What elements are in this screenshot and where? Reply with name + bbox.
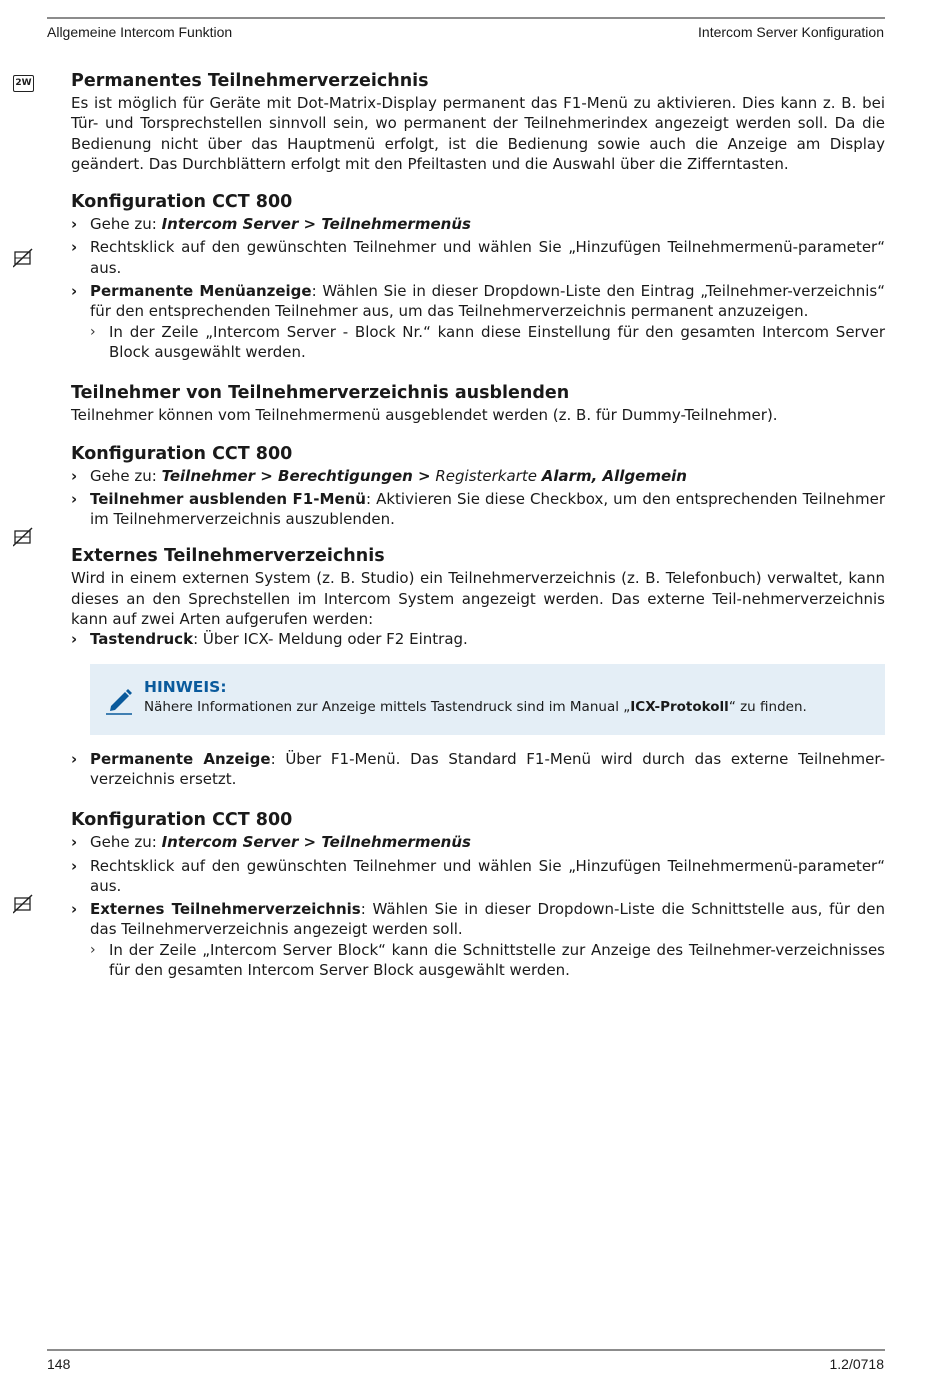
step-list	[71, 214, 885, 362]
chevron-right-icon: ›	[71, 900, 78, 919]
header-section: Intercom Server Konfiguration	[698, 24, 884, 40]
sub-list-item: › In der Zeile „Intercom Server Block“ kann die Schnittstelle zur Anzeige des Teilnehmer-verzeichnisses für den gesamten Intercom Server Block ausgewählt werden.	[90, 940, 885, 980]
pencil-icon	[104, 684, 134, 716]
chevron-right-icon: ›	[71, 630, 78, 649]
list-item: › Rechtsklick auf den gewünschten Teilnehmer und wählen Sie „Hinzufügen Teilnehmermenü-parameter“ aus.	[71, 856, 885, 895]
list-item: › Gehe zu: Intercom Server > Teilnehmermenüs	[71, 833, 471, 852]
chevron-right-icon: ›	[71, 856, 78, 875]
paragraph: Teilnehmer können vom Teilnehmermenü ausgeblendet werden (z. B. für Dummy-Teilnehmer).	[71, 406, 778, 425]
hint-title: HINWEIS:	[144, 677, 227, 696]
list-item: › Permanente Anzeige: Über F1-Menü. Das Standard F1-Menü wird durch das externe Teilnehmer-verzeichnis ersetzt.	[71, 749, 885, 788]
2w-badge-icon: 2W	[13, 75, 34, 92]
step-list	[71, 749, 885, 790]
hollow-chevron-icon: ›	[90, 323, 96, 340]
chevron-right-icon: ›	[71, 215, 78, 234]
step-list	[71, 832, 885, 980]
list-item: › Rechtsklick auf den gewünschten Teilnehmer und wählen Sie „Hinzufügen Teilnehmermenü-parameter“ aus.	[71, 238, 885, 277]
page-number: 148	[47, 1356, 71, 1372]
config-title: Konfiguration CCT 800	[71, 810, 293, 831]
step-list	[71, 629, 885, 649]
section-title: Teilnehmer von Teilnehmerverzeichnis ausblenden	[71, 383, 570, 404]
section-title: Permanentes Teilnehmerverzeichnis	[71, 71, 429, 91]
chevron-right-icon: ›	[71, 282, 78, 301]
hint-box	[90, 664, 885, 735]
document-version: 1.2/0718	[829, 1356, 884, 1372]
sub-list-item: › In der Zeile „Intercom Server - Block Nr.“ kann diese Einstellung für den gesamten Intercom Server Block ausgewählt werden.	[90, 322, 885, 361]
hollow-chevron-icon: ›	[90, 941, 96, 958]
chevron-right-icon: ›	[71, 749, 78, 768]
section-title: Externes Teilnehmerverzeichnis	[71, 546, 385, 567]
sub-list	[90, 940, 885, 981]
list-item: › Permanente Menüanzeige: Wählen Sie in dieser Dropdown-Liste den Eintrag „Teilnehmer-verzeichnis“ für den entsprechenden Teilnehmer aus, um das Teilnehmerverzeichnis permanent anzuzeigen. › In der Zeile „Intercom Server - Block Nr.“ kann diese Einstellung für den gesamten Intercom Server Block ausgewählt werden.	[71, 282, 885, 361]
sub-list	[90, 322, 885, 363]
footer-rule	[47, 1349, 885, 1351]
header-chapter: Allgemeine Intercom Funktion	[47, 24, 233, 40]
list-item: › Gehe zu: Teilnehmer > Berechtigungen > Registerkarte Alarm, Allgemein	[71, 466, 687, 485]
page-content	[71, 69, 885, 983]
paragraph: Wird in einem externen System (z. B. Studio) ein Teilnehmerverzeichnis (z. B. Telefonbuch) verwaltet, kann dieses an den Sprechstellen im Intercom System angezeigt werden. Das externe Teil-nehmerverzeichnis kann auf zwei Arten aufgerufen werden:	[71, 569, 885, 629]
paragraph: Es ist möglich für Geräte mit Dot-Matrix-Display permanent das F1-Menü zu aktivieren. Dies kann z. B. bei Tür- und Torsprechstellen sinnvoll sein, wo permanent der Teilnehmerindex angezeigt werden soll. Da die Bedienung nicht über das Hauptmenü erfolgt, ist die Bedienung sowie auch die Anzeige am Display geändert. Das Durchblättern erfolgt mit den Pfeiltasten und die Auswahl über die Zifferntasten.	[71, 94, 885, 173]
list-item: › Externes Teilnehmerverzeichnis: Wählen Sie in dieser Dropdown-Liste die Schnittstelle aus, für den das Teilnehmerverzeichnis angezeigt werden soll. › In der Zeile „Intercom Server Block“ kann die Schnittstelle zur Anzeige des Teilnehmer-verzeichnisses für den gesamten Intercom Server Block ausgewählt werden.	[71, 900, 886, 980]
list-item: › Tastendruck: Über ICX- Meldung oder F2 Eintrag.	[71, 630, 468, 649]
config-title: Konfiguration CCT 800	[71, 192, 293, 213]
chevron-right-icon: ›	[71, 489, 78, 508]
software-config-icon	[13, 894, 33, 914]
software-config-icon	[13, 248, 33, 268]
list-item: › Gehe zu: Intercom Server > Teilnehmermenüs	[71, 215, 471, 234]
menu-path: Intercom Server > Teilnehmermenüs	[161, 215, 471, 234]
list-item: › Teilnehmer ausblenden F1-Menü: Aktivieren Sie diese Checkbox, um den entsprechenden Teilnehmer im Teilnehmerverzeichnis auszublenden.	[71, 489, 885, 529]
chevron-right-icon: ›	[71, 238, 78, 257]
hint-text: Nähere Informationen zur Anzeige mittels Tastendruck sind im Manual „ICX-Protokoll“ zu finden.	[144, 698, 807, 715]
step-list	[71, 466, 885, 530]
chevron-right-icon: ›	[71, 833, 78, 852]
chevron-right-icon: ›	[71, 466, 78, 485]
header-rule	[47, 17, 885, 19]
software-config-icon	[13, 527, 33, 547]
menu-path: Teilnehmer > Berechtigungen >	[161, 466, 431, 485]
tab-name: Alarm, Allgemein	[541, 466, 687, 485]
menu-path: Intercom Server > Teilnehmermenüs	[161, 833, 471, 852]
config-title: Konfiguration CCT 800	[71, 443, 293, 464]
